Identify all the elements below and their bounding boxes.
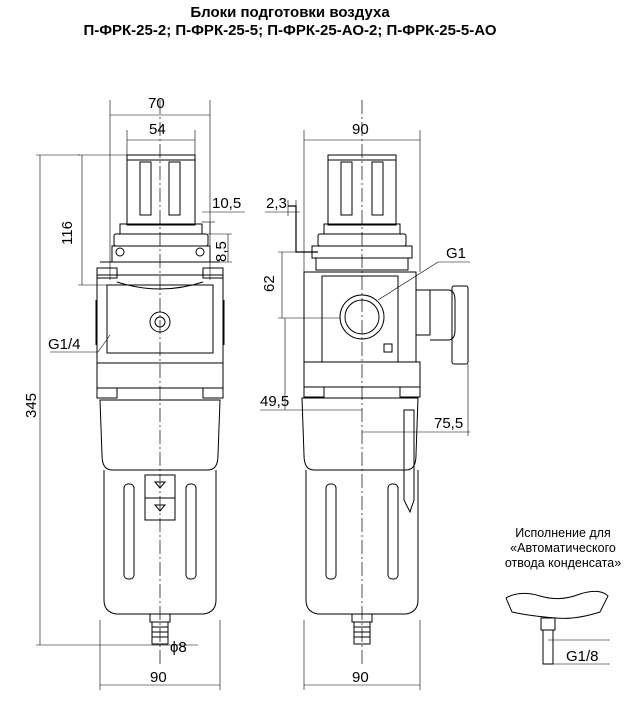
- dim-10-5: 10,5: [212, 195, 242, 212]
- gauge-label-g1: G1: [446, 245, 467, 262]
- note-line-2: «Автоматического: [510, 541, 616, 555]
- drawing-title: Блоки подготовки воздуха: [190, 4, 390, 21]
- dim-90-left: 90: [150, 669, 167, 686]
- left-view: [36, 100, 245, 690]
- drain-thread: [543, 630, 553, 664]
- note-line-3: отвода конденсата»: [504, 556, 622, 570]
- dim-phi-8: ϕ8: [170, 639, 187, 656]
- drawing-subtitle: П-ФРК-25-2; П-ФРК-25-5; П-ФРК-25-АО-2; П-ФРК-25-5-АО: [83, 22, 497, 39]
- dim-90-top-right: 90: [352, 121, 369, 138]
- auto-drain-note: [488, 526, 638, 571]
- dim-90-bottom-right: 90: [352, 669, 369, 686]
- dim-62: 62: [261, 275, 278, 292]
- dim-8-5: 8,5: [213, 241, 230, 262]
- port-label-g1-4: G1/4: [48, 336, 81, 353]
- dim-345: 345: [23, 392, 40, 418]
- thread-label-g1-8: G1/8: [566, 648, 599, 665]
- note-line-1: Исполнение для: [515, 526, 611, 540]
- dim-116: 116: [59, 221, 76, 245]
- right-view: [260, 100, 470, 690]
- dim-49-5: 49,5: [260, 393, 290, 410]
- dim-54: 54: [149, 121, 166, 138]
- regulator-knob: [127, 155, 195, 225]
- dim-75-5: 75,5: [434, 415, 464, 432]
- right-body: [304, 272, 416, 362]
- dim-2-3: 2,3: [266, 195, 287, 212]
- dim-70: 70: [148, 95, 165, 112]
